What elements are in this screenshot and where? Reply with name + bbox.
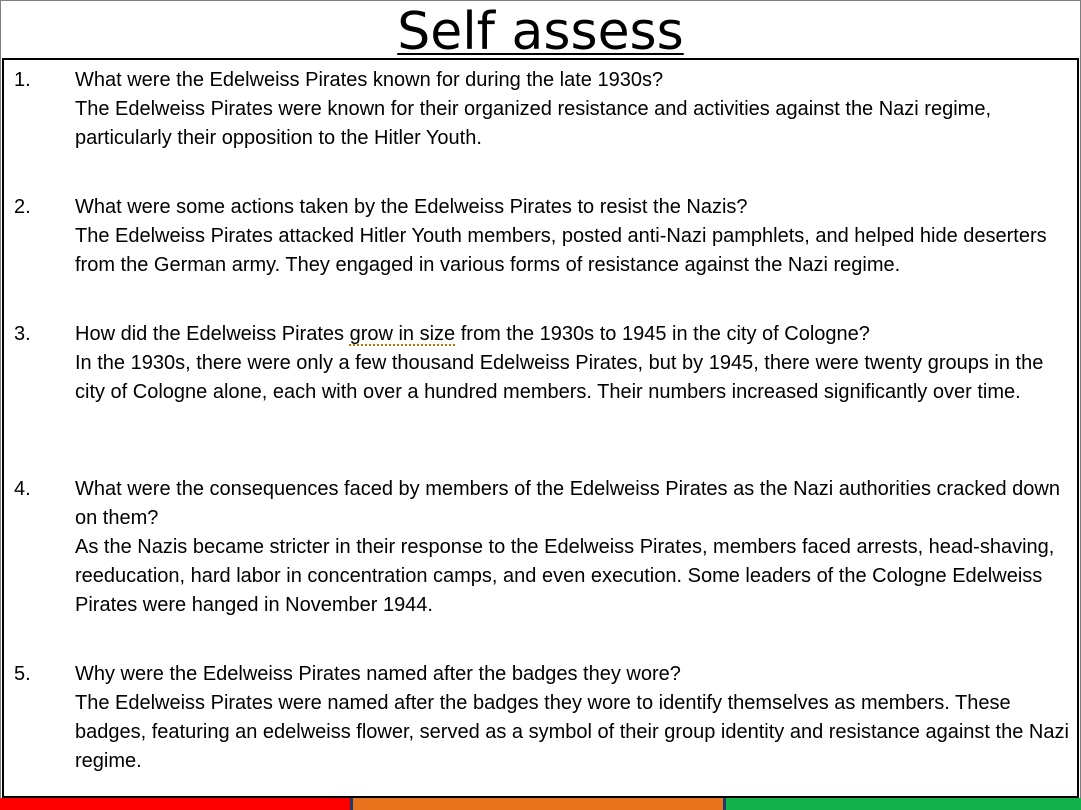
answer-text: The Edelweiss Pirates were known for their organized resistance and activities against the Nazi regime, particularly their opposition to the Hitler Youth.: [75, 98, 991, 149]
question-number: 1.: [14, 69, 31, 91]
question-text: Why were the Edelweiss Pirates named after the badges they wore?: [75, 663, 681, 685]
footer-orange-segment: [353, 798, 723, 810]
question-text: What were some actions taken by the Edelweiss Pirates to resist the Nazis?: [75, 196, 748, 218]
question-number: 4.: [14, 478, 31, 500]
qa-text: [75, 193, 1075, 280]
grammar-flagged-phrase[interactable]: grow in size: [349, 323, 456, 345]
qa-text: [75, 660, 1075, 776]
question-text-start: How did the Edelweiss Pirates: [75, 323, 350, 345]
footer-red-segment: [0, 798, 350, 810]
question-number: 3.: [14, 323, 31, 345]
question-text: [75, 320, 1075, 349]
question-text: What were the Edelweiss Pirates known for during the late 1930s?: [75, 69, 664, 91]
qa-text: [75, 475, 1075, 620]
qa-content-box: [2, 58, 1079, 798]
footer-green-segment: [726, 798, 1081, 810]
answer-text: The Edelweiss Pirates were named after the badges they wore to identify themselves as members. These badges, featuring an edelweiss flower, served as a symbol of their group identity and resistance against the Nazi regime.: [75, 692, 1069, 772]
qa-text: [75, 320, 1075, 407]
answer-text: In the 1930s, there were only a few thousand Edelweiss Pirates, but by 1945, there were twenty groups in the city of Cologne alone, each with over a hundred members. Their numbers increased significantly over time.: [75, 352, 1044, 403]
page-title: [0, 0, 1081, 62]
answer-text: The Edelweiss Pirates attacked Hitler Youth members, posted anti-Nazi pamphlets, and helped hide deserters from the German army. They engaged in various forms of resistance against the Nazi regime.: [75, 225, 1047, 276]
qa-text: [75, 66, 1075, 153]
page-title-text: Self assess: [397, 2, 684, 62]
answer-text: As the Nazis became stricter in their response to the Edelweiss Pirates, members faced arrests, head-shaving, reeducation, hard labor in concentration camps, and even execution. Some leaders of the Cologne Edelweiss Pirates were hanged in November 1944.: [75, 536, 1055, 616]
question-text-end: from the 1930s to 1945 in the city of Cologne?: [455, 323, 870, 345]
question-number: 5.: [14, 663, 31, 685]
footer-color-bar: [0, 798, 1081, 810]
question-number: 2.: [14, 196, 31, 218]
question-text: What were the consequences faced by members of the Edelweiss Pirates as the Nazi authorities cracked down on them?: [75, 478, 1060, 529]
